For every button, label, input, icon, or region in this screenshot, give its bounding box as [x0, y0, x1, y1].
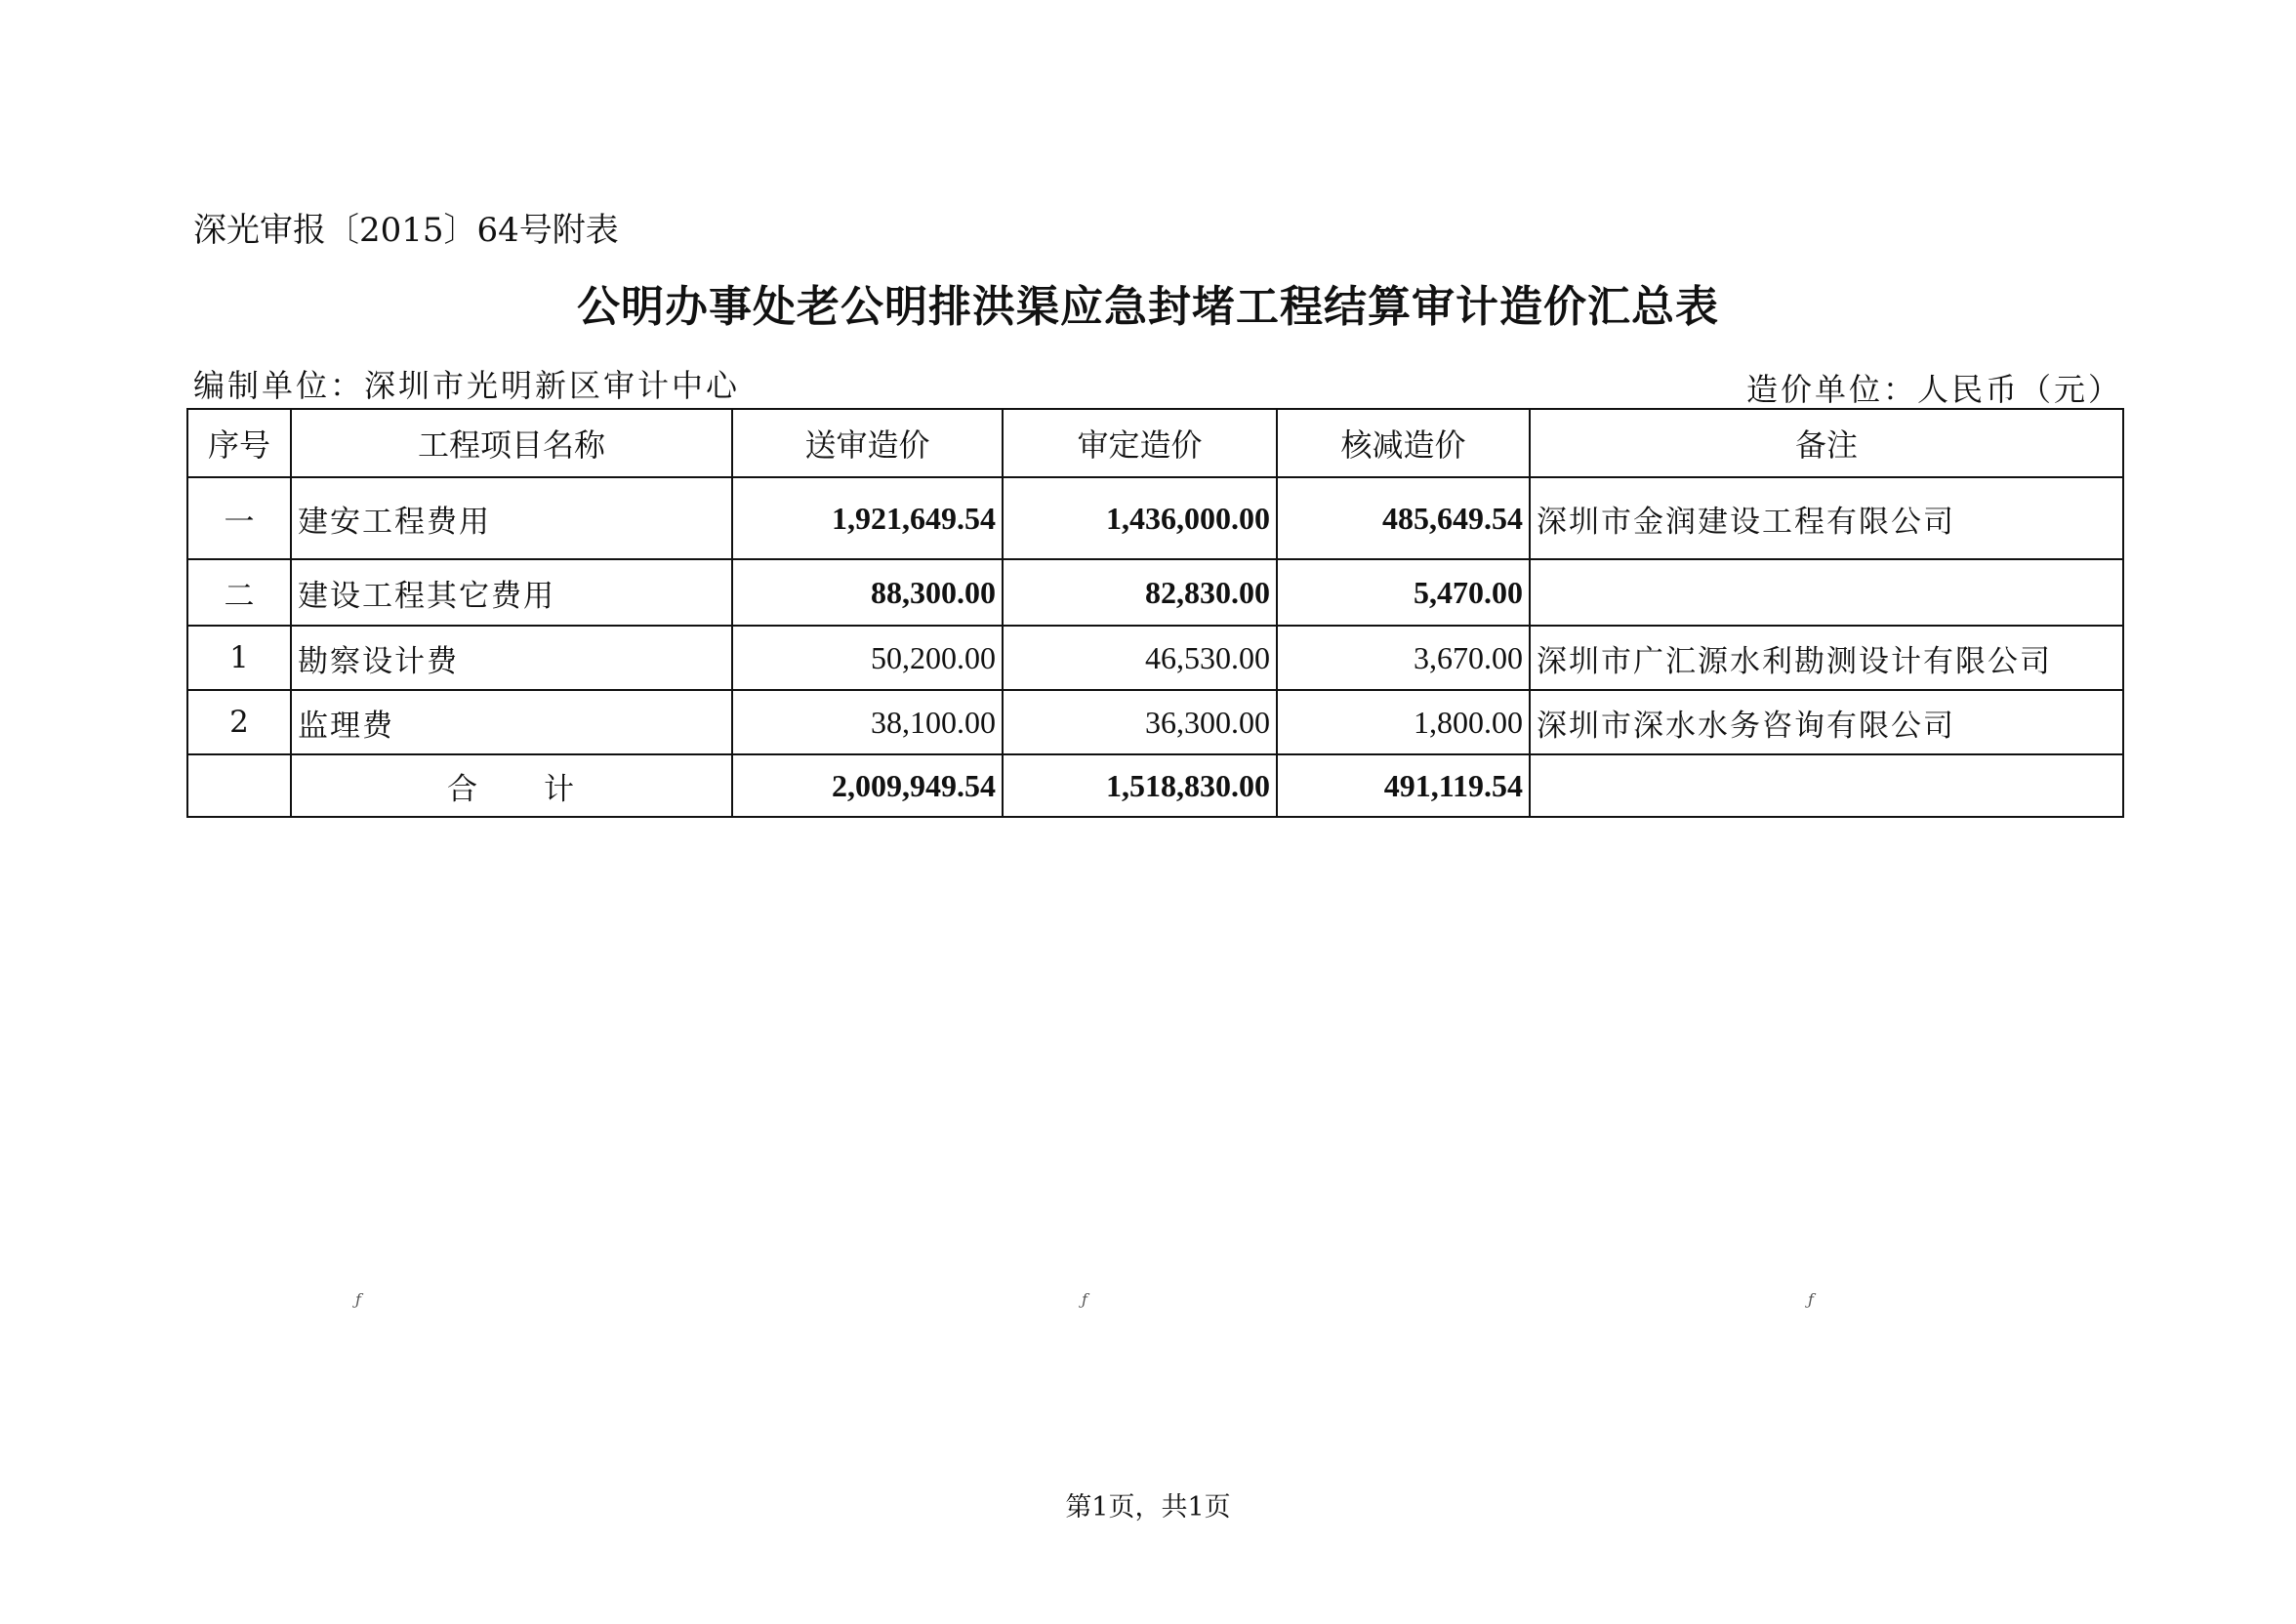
- cell-approved-cost: 36,300.00: [1003, 690, 1277, 754]
- cell-remarks: 深圳市广汇源水利勘测设计有限公司: [1530, 626, 2123, 690]
- document-title: 公明办事处老公明排洪渠应急封堵工程结算审计造价汇总表: [577, 282, 1719, 332]
- cell-project-name: 勘察设计费: [291, 626, 732, 690]
- cell-remarks: 深圳市深水水务咨询有限公司: [1530, 690, 2123, 754]
- cell-submitted-cost: 88,300.00: [732, 559, 1003, 626]
- cell-reduced-cost: 485,649.54: [1277, 477, 1530, 559]
- header-seq: 序号: [187, 409, 291, 477]
- page-footer: 第1页，共1页: [1065, 1492, 1231, 1522]
- cell-reduced-cost: 3,670.00: [1277, 626, 1530, 690]
- cell-project-name: 建安工程费用: [291, 477, 732, 559]
- cell-submitted-cost: 38,100.00: [732, 690, 1003, 754]
- cell-reduced-cost: 1,800.00: [1277, 690, 1530, 754]
- cell-approved-cost: 46,530.00: [1003, 626, 1277, 690]
- cell-submitted-cost: 1,921,649.54: [732, 477, 1003, 559]
- cell-total-reduced: 491,119.54: [1277, 754, 1530, 817]
- cell-project-name: 建设工程其它费用: [291, 559, 732, 626]
- cell-total-remarks: [1530, 754, 2123, 817]
- cell-seq: 二: [187, 559, 291, 626]
- table-total-row: [187, 754, 2123, 817]
- scan-speck: ƒ: [1808, 1290, 1814, 1309]
- cost-summary-table: [186, 408, 2124, 818]
- table-header-row: [187, 409, 2123, 477]
- cell-seq: 1: [187, 626, 291, 690]
- compiling-unit: 编制单位：深圳市光明新区审计中心: [193, 367, 741, 404]
- header-submitted-cost: 送审造价: [732, 409, 1003, 477]
- header-approved-cost: 审定造价: [1003, 409, 1277, 477]
- scan-speck: ƒ: [1082, 1290, 1087, 1309]
- cell-project-name: 监理费: [291, 690, 732, 754]
- header-project-name: 工程项目名称: [291, 409, 732, 477]
- header-remarks: 备注: [1530, 409, 2123, 477]
- table-row: [187, 559, 2123, 626]
- cell-seq: 2: [187, 690, 291, 754]
- table-row: [187, 477, 2123, 559]
- cell-submitted-cost: 50,200.00: [732, 626, 1003, 690]
- cell-total-label: 合 计: [291, 754, 732, 817]
- cell-approved-cost: 1,436,000.00: [1003, 477, 1277, 559]
- scan-speck: ƒ: [355, 1290, 361, 1309]
- cell-remarks: 深圳市金润建设工程有限公司: [1530, 477, 2123, 559]
- cell-total-approved: 1,518,830.00: [1003, 754, 1277, 817]
- cell-approved-cost: 82,830.00: [1003, 559, 1277, 626]
- currency-unit: 造价单位：人民币（元）: [1745, 371, 2122, 408]
- cell-total-submitted: 2,009,949.54: [732, 754, 1003, 817]
- table-row: [187, 690, 2123, 754]
- table-row: [187, 626, 2123, 690]
- cell-reduced-cost: 5,470.00: [1277, 559, 1530, 626]
- document-reference: 深光审报〔2015〕64号附表: [193, 211, 619, 250]
- cell-seq: 一: [187, 477, 291, 559]
- cell-remarks: [1530, 559, 2123, 626]
- cell-seq: [187, 754, 291, 817]
- header-reduced-cost: 核减造价: [1277, 409, 1530, 477]
